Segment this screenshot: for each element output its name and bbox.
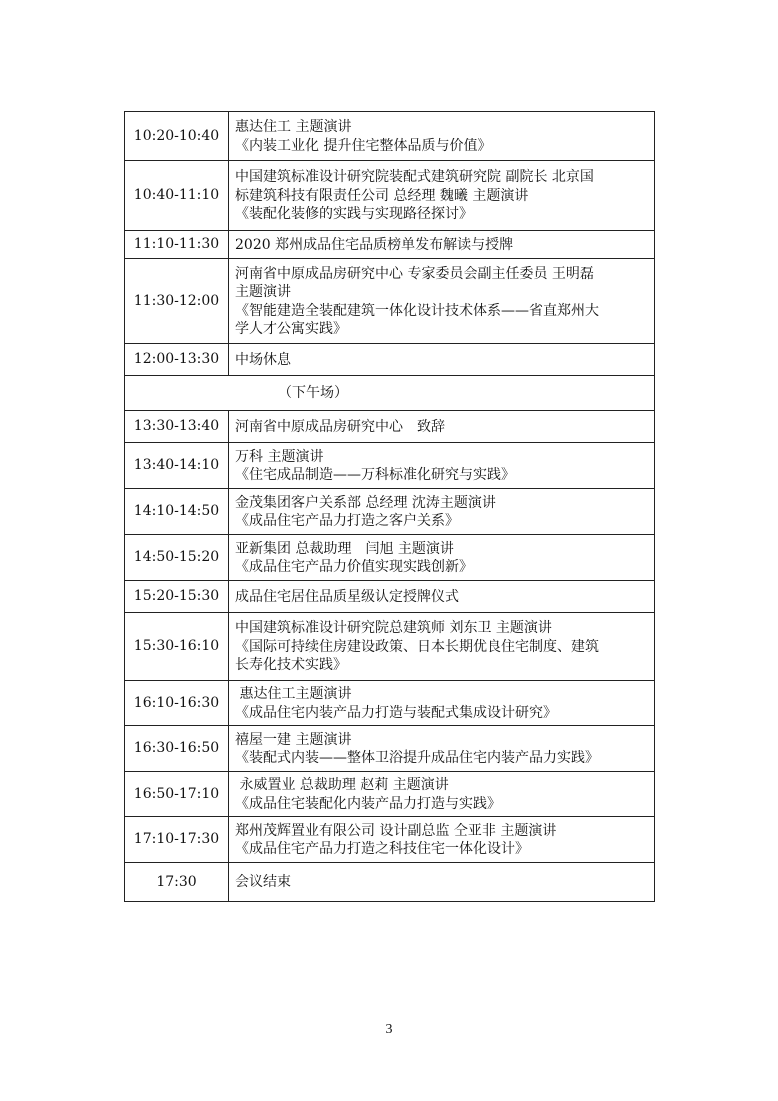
time-cell: 13:40-14:10: [125, 443, 229, 489]
agenda-row: [125, 726, 655, 772]
content-cell: [229, 726, 655, 772]
time-cell: 10:20-10:40: [125, 112, 229, 161]
time-cell: 14:50-15:20: [125, 535, 229, 581]
content-line: 禧屋一建 主题演讲: [235, 731, 352, 748]
section-row: [125, 376, 655, 411]
content-cell: [229, 817, 655, 863]
content-line: 《成品住宅装配化内装产品力打造与实践》: [235, 795, 501, 812]
time-cell: 13:30-13:40: [125, 411, 229, 443]
content-line: 《装配化装修的实践与实现路径探讨》: [235, 206, 473, 223]
content-line: 万科 主题演讲: [235, 448, 324, 465]
content-cell: [229, 863, 655, 902]
time-cell: 16:50-17:10: [125, 772, 229, 817]
section-label: （下午场）: [125, 376, 655, 411]
content-line: 学人才公寓实践》: [235, 321, 347, 337]
agenda-table: [124, 111, 655, 902]
time-cell: 15:20-15:30: [125, 581, 229, 613]
content-line: 惠达住工 主题演讲: [235, 119, 352, 135]
content-line: 长寿化技术实践》: [235, 657, 347, 674]
time-cell: 16:30-16:50: [125, 726, 229, 772]
time-cell: 17:10-17:30: [125, 817, 229, 863]
content-line: 金茂集团客户关系部 总经理 沈涛主题演讲: [235, 494, 496, 511]
time-cell: 15:30-16:10: [125, 613, 229, 681]
content-line: 惠达住工主题演讲: [235, 686, 352, 702]
agenda-row: [125, 772, 655, 817]
content-line: 中国建筑标准设计研究院装配式建筑研究院 副院长 北京国: [235, 169, 594, 186]
content-cell: [229, 112, 655, 161]
content-cell: [229, 772, 655, 817]
content-cell: [229, 581, 655, 613]
content-line: 亚新集团 总裁助理 闫旭 主题演讲: [235, 540, 454, 557]
content-cell: [229, 161, 655, 231]
content-line: 《国际可持续住房建设政策、日本长期优良住宅制度、建筑: [235, 638, 599, 655]
agenda-row: [125, 344, 655, 376]
page-number: 3: [385, 1022, 393, 1037]
agenda-row: [125, 231, 655, 259]
content-line: 会议结束: [235, 874, 291, 891]
agenda-row: [125, 613, 655, 681]
agenda-row: [125, 443, 655, 489]
content-cell: [229, 259, 655, 344]
content-line: 《智能建造全装配建筑一体化设计技术体系——省直郑州大: [235, 302, 599, 319]
content-line: 标建筑科技有限责任公司 总经理 魏曦 主题演讲: [235, 187, 529, 204]
content-cell: [229, 613, 655, 681]
time-cell: 11:30-12:00: [125, 259, 229, 344]
agenda-row: [125, 535, 655, 581]
content-line: 2020 郑州成品住宅品质榜单发布解读与授牌: [235, 236, 514, 253]
agenda-row: [125, 112, 655, 161]
content-cell: [229, 443, 655, 489]
content-line: 中国建筑标准设计研究院总建筑师 刘东卫 主题演讲: [235, 620, 552, 637]
content-line: 郑州茂辉置业有限公司 设计副总监 仝亚非 主题演讲: [235, 822, 557, 839]
content-line: 河南省中原成品房研究中心 专家委员会副主任委员 王明磊: [235, 265, 594, 282]
time-cell: 16:10-16:30: [125, 681, 229, 726]
content-line: 河南省中原成品房研究中心 致辞: [235, 418, 445, 435]
content-line: 《装配式内装——整体卫浴提升成品住宅内装产品力实践》: [235, 750, 599, 766]
time-cell: 11:10-11:30: [125, 231, 229, 259]
content-cell: [229, 344, 655, 376]
agenda-body: [125, 112, 655, 902]
content-cell: [229, 411, 655, 443]
content-line: 《成品住宅产品力价值实现实践创新》: [235, 559, 473, 575]
content-line: 中场休息: [235, 351, 291, 368]
agenda-row: [125, 489, 655, 535]
agenda-row: [125, 817, 655, 863]
content-cell: [229, 535, 655, 581]
agenda-row: [125, 411, 655, 443]
time-cell: 10:40-11:10: [125, 161, 229, 231]
content-line: 《成品住宅产品力打造之客户关系》: [235, 513, 459, 529]
agenda-row: [125, 863, 655, 902]
content-cell: [229, 231, 655, 259]
time-cell: 17:30: [125, 863, 229, 902]
content-line: 《成品住宅产品力打造之科技住宅一体化设计》: [235, 841, 529, 857]
agenda-row: [125, 161, 655, 231]
agenda-row: [125, 259, 655, 344]
content-line: 永威置业 总裁助理 赵莉 主题演讲: [235, 777, 449, 793]
agenda-row: [125, 681, 655, 726]
content-line: 《成品住宅内装产品力打造与装配式集成设计研究》: [235, 704, 557, 721]
content-line: 《内装工业化 提升住宅整体品质与价值》: [235, 137, 492, 154]
content-line: 成品住宅居住品质星级认定授牌仪式: [235, 588, 459, 605]
agenda-row: [125, 581, 655, 613]
content-cell: [229, 489, 655, 535]
content-line: 主题演讲: [235, 284, 291, 300]
time-cell: 12:00-13:30: [125, 344, 229, 376]
content-line: 《住宅成品制造——万科标准化研究与实践》: [235, 467, 515, 483]
content-cell: [229, 681, 655, 726]
time-cell: 14:10-14:50: [125, 489, 229, 535]
